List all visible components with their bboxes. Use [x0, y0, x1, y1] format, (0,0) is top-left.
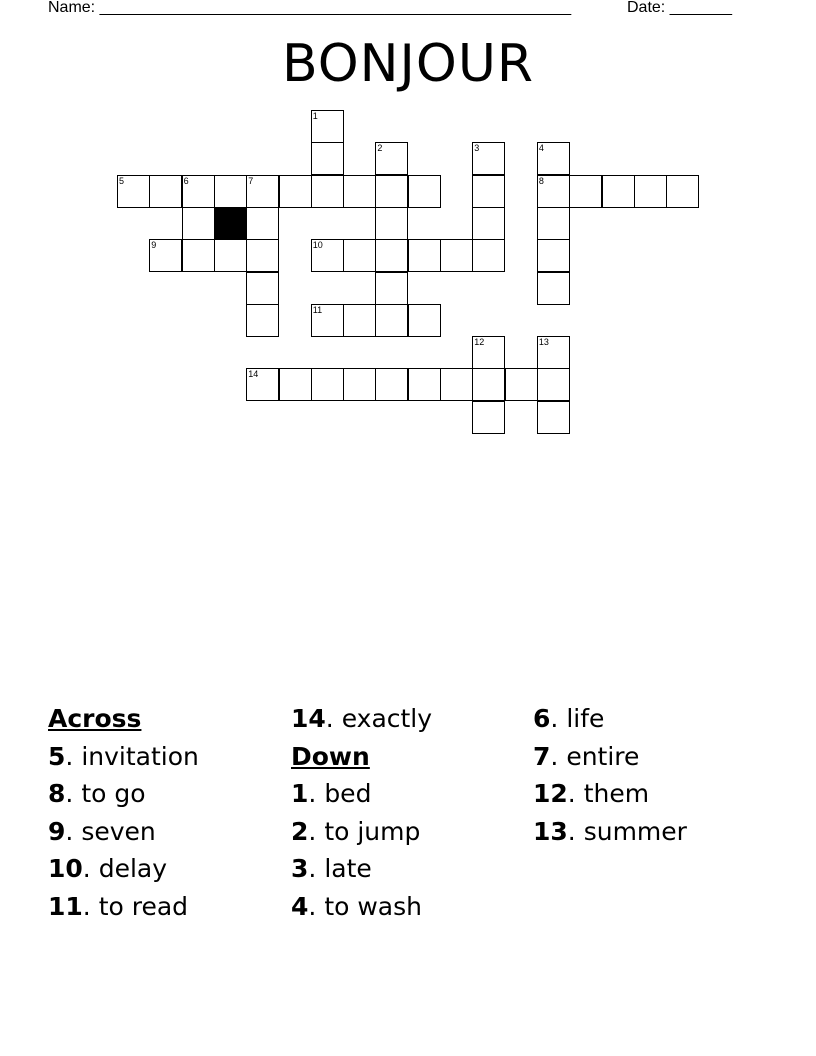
grid-cell[interactable] [375, 272, 408, 305]
cell-number: 5 [119, 175, 125, 186]
clue-number: 5 [48, 741, 66, 771]
grid-cell[interactable] [311, 110, 344, 143]
grid-cell[interactable] [311, 175, 344, 208]
clue-number: 4 [291, 891, 309, 921]
clue-text: them [583, 779, 650, 808]
grid-cell[interactable] [537, 207, 570, 240]
clue-number: 9 [48, 816, 66, 846]
cell-number: 6 [183, 175, 189, 186]
grid-cell[interactable] [505, 368, 538, 401]
grid-cell[interactable] [472, 175, 505, 208]
page-title: BONJOUR [281, 34, 535, 94]
clue-number: 6 [533, 704, 551, 733]
grid-cell[interactable] [311, 239, 344, 272]
clue-text: seven [81, 816, 156, 846]
clue-text: to go [81, 779, 146, 808]
grid-cell[interactable] [472, 336, 505, 369]
grid-cell[interactable] [408, 304, 441, 337]
grid-cell[interactable] [537, 336, 570, 369]
grid-cell[interactable] [343, 175, 376, 208]
clue-across-11: 11. to read [48, 891, 189, 921]
grid-cell[interactable] [149, 239, 182, 272]
clue-number: 3 [291, 854, 309, 883]
clue-down-7: 7. entire [533, 741, 640, 771]
clue-text: delay [98, 854, 168, 883]
clue-down-6: 6. life [533, 704, 605, 733]
grid-cell[interactable] [472, 401, 505, 434]
grid-cell[interactable] [569, 175, 602, 208]
clue-number: 7 [533, 741, 551, 771]
clue-across-14: 14. exactly [291, 704, 433, 733]
grid-cell[interactable] [214, 175, 247, 208]
clue-number: 14 [291, 704, 326, 733]
grid-cell[interactable] [408, 239, 441, 272]
grid-cell[interactable] [343, 368, 376, 401]
grid-cell[interactable] [666, 175, 699, 208]
grid-cell[interactable] [343, 304, 376, 337]
grid-cell[interactable] [246, 304, 279, 337]
grid-cell[interactable] [537, 175, 570, 208]
cell-number: 7 [248, 175, 254, 186]
cell-number: 14 [248, 369, 259, 380]
name-field-label: Name: _____________________________________________________ [48, 0, 572, 16]
clue-text: to read [98, 891, 189, 921]
grid-cell[interactable] [537, 142, 570, 175]
grid-cell[interactable] [246, 175, 279, 208]
clue-down-1: 1. bed [291, 779, 372, 808]
cell-number: 13 [538, 337, 549, 348]
clue-text: entire [566, 741, 640, 771]
clue-down-2: 2. to jump [291, 816, 421, 846]
grid-cell[interactable] [375, 304, 408, 337]
clue-down-13: 13. summer [533, 816, 687, 846]
grid-cell[interactable] [246, 239, 279, 272]
grid-cell[interactable] [375, 239, 408, 272]
grid-cell-black [214, 207, 247, 240]
clue-text: invitation [81, 741, 199, 771]
cell-number: 11 [312, 304, 323, 315]
grid-cell[interactable] [343, 239, 376, 272]
grid-cell[interactable] [279, 368, 312, 401]
cell-number: 3 [474, 143, 480, 154]
clue-text: late [324, 854, 372, 883]
grid-cell[interactable] [472, 368, 505, 401]
clue-text: to jump [324, 816, 421, 846]
clue-across-8: 8. to go [48, 779, 146, 808]
grid-cell[interactable] [246, 207, 279, 240]
grid-cell[interactable] [602, 175, 635, 208]
grid-cell[interactable] [537, 368, 570, 401]
clue-column-3 [533, 700, 687, 850]
grid-cell[interactable] [537, 272, 570, 305]
clue-number: 8 [48, 779, 66, 808]
grid-cell[interactable] [537, 401, 570, 434]
clue-column-2 [291, 700, 432, 925]
clue-number: 1 [291, 779, 309, 808]
grid-cell[interactable] [375, 368, 408, 401]
grid-cell[interactable] [149, 175, 182, 208]
clue-down-4: 4. to wash [291, 891, 422, 921]
cell-number: 1 [312, 111, 318, 121]
clue-down-12: 12. them [533, 779, 650, 808]
grid-cell[interactable] [117, 175, 150, 208]
grid-cell[interactable] [472, 207, 505, 240]
grid-cell[interactable] [214, 239, 247, 272]
grid-cell[interactable] [634, 175, 667, 208]
clue-column-1 [48, 700, 199, 925]
grid-cell[interactable] [279, 175, 312, 208]
clue-number: 12 [533, 779, 568, 808]
grid-cell[interactable] [311, 142, 344, 175]
clue-across-5: 5. invitation [48, 741, 199, 771]
grid-cell[interactable] [408, 368, 441, 401]
clue-text: to wash [324, 891, 422, 921]
clue-down-3: 3. late [291, 854, 372, 883]
clue-number: 11 [48, 891, 83, 921]
clue-text: life [566, 704, 605, 733]
clue-number: 13 [533, 816, 568, 846]
grid-cell[interactable] [311, 304, 344, 337]
clue-across-10: 10. delay [48, 854, 168, 883]
grid-cell[interactable] [182, 207, 215, 240]
grid-cell[interactable] [375, 175, 408, 208]
clue-number: 10 [48, 854, 83, 883]
grid-cell[interactable] [440, 239, 473, 272]
grid-cell[interactable] [408, 175, 441, 208]
date-field-label: Date: _______ [627, 0, 732, 16]
grid-cell[interactable] [311, 368, 344, 401]
grid-cell[interactable] [246, 368, 279, 401]
grid-cell[interactable] [375, 142, 408, 175]
grid-cell[interactable] [246, 272, 279, 305]
cell-number: 10 [312, 240, 323, 251]
cell-number: 2 [377, 143, 383, 154]
clue-across-9: 9. seven [48, 816, 156, 846]
grid-cell[interactable] [537, 239, 570, 272]
clue-text: summer [583, 816, 687, 846]
cell-number: 12 [474, 337, 485, 348]
cell-number: 8 [538, 175, 544, 186]
grid-cell[interactable] [472, 239, 505, 272]
grid-cell[interactable] [182, 175, 215, 208]
grid-cell[interactable] [182, 239, 215, 272]
clue-number: 2 [291, 816, 309, 846]
grid-cell[interactable] [472, 142, 505, 175]
down-heading: Down [291, 741, 370, 771]
cell-number: 4 [538, 143, 544, 154]
grid-cell[interactable] [440, 368, 473, 401]
clue-text: bed [324, 779, 372, 808]
cell-number: 9 [151, 240, 157, 251]
across-heading: Across [48, 704, 142, 733]
clue-text: exactly [341, 704, 433, 733]
grid-cell[interactable] [375, 207, 408, 240]
